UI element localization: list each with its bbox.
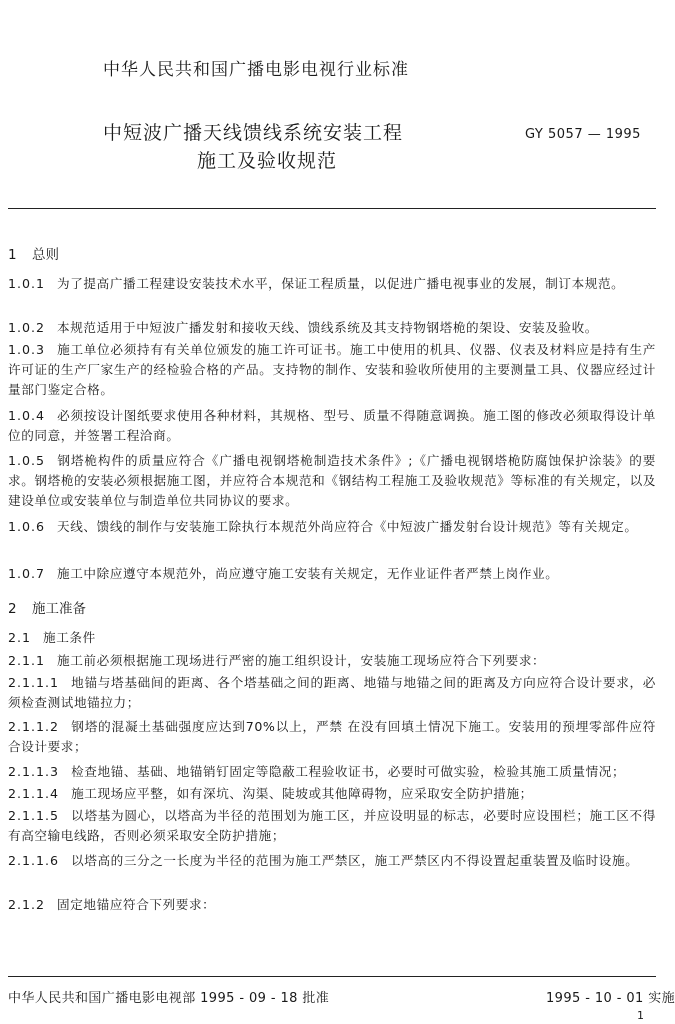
page-number: 1: [637, 1009, 644, 1022]
clause-1-0-7: [8, 564, 656, 584]
clause-number: 2.1.1: [8, 653, 46, 668]
clause-text: 必须按设计图纸要求使用各种材料，其规格、型号、质量不得随意调换。施工图的修改必须取得设计单位的同意，并签署工程洽商。: [8, 408, 656, 443]
clause-2-1-2: [8, 895, 656, 915]
clause-number: 1.0.4: [8, 408, 46, 423]
clause-number: 2.1.1.1: [8, 675, 60, 690]
clause-1-0-3: [8, 340, 656, 400]
clause-text: 钢塔的混凝土基础强度应达到70%以上，严禁 在没有回填土情况下施工。安装用的预埋零部件应符合设计要求；: [8, 719, 656, 754]
clause-text: 施工单位必须持有有关单位颁发的施工许可证书。施工中使用的机具、仪器、仪表及材料应是持有生产许可证的生产厂家生产的经检验合格的产品。支持物的制作、安装和验收所使用的主要测量工具、仪器应经过计量部门鉴定合格。: [8, 342, 656, 397]
clause-text: 为了提高广播工程建设安装技术水平，保证工程质量，以促进广播电视事业的发展，制订本规范。: [57, 276, 625, 291]
clause-2-1-1-3: [8, 762, 656, 782]
clause-1-0-1: [8, 274, 656, 294]
clause-1-0-2: [8, 318, 656, 338]
clause-1-0-4: [8, 406, 656, 446]
clause-number: 2.1.1.4: [8, 786, 60, 801]
clause-text: 施工中除应遵守本规范外，尚应遵守施工安装有关规定，无作业证件者严禁上岗作业。: [57, 566, 559, 581]
clause-number: 2.1.1.3: [8, 764, 60, 779]
clause-number: 1.0.6: [8, 519, 46, 534]
clause-text: 钢塔桅构件的质量应符合《广播电视钢塔桅制造技术条件》;《广播电视钢塔桅防腐蚀保护涂装》的要求。钢塔桅的安装必须根据施工图，并应符合本规范和《钢结构工程施工及验收规范》等标准的有关规定，以及建设单位或安装单位与制造单位共同协议的要求。: [8, 453, 656, 508]
section-title: 施工准备: [32, 601, 86, 617]
clause-number: 2.1.1.5: [8, 808, 60, 823]
clause-text: 地锚与塔基础间的距离、各个塔基础之间的距离、地锚与地锚之间的距离及方向应符合设计要求，必须检查测试地锚拉力；: [8, 675, 656, 710]
section-number: 1: [8, 247, 17, 263]
clause-2-1-1-6: [8, 851, 656, 871]
clause-text: 施工现场应平整，如有深坑、沟渠、陡坡或其他障碍物，应采取安全防护措施；: [71, 786, 533, 801]
clause-text: 天线、馈线的制作与安装施工除执行本规范外尚应符合《中短波广播发射台设计规范》等有关规定。: [57, 519, 638, 534]
clause-text: 本规范适用于中短波广播发射和接收天线、馈线系统及其支持物钢塔桅的架设、安装及验收。: [57, 320, 598, 335]
clause-text: 固定地锚应符合下列要求：: [57, 897, 216, 912]
clause-text: 以塔高的三分之一长度为半径的范围为施工严禁区，施工严禁区内不得设置起重装置及临时设施。: [71, 853, 639, 868]
section-number: 2: [8, 601, 17, 617]
effective-date: 1995 - 10 - 01 实施: [546, 991, 675, 1006]
clause-2-1-1-5: [8, 806, 656, 846]
clause-1-0-6: [8, 517, 656, 537]
clause-2-1-1-2: [8, 717, 656, 757]
clause-number: 1.0.1: [8, 276, 46, 291]
approval-line: 中华人民共和国广播电影电视部 1995 - 09 - 18 批准: [8, 991, 330, 1006]
clause-text: 施工前必须根据施工现场进行严密的施工组织设计，安装施工现场应符合下列要求：: [57, 653, 546, 668]
section-heading-2: [8, 597, 86, 617]
clause-number: 1.0.3: [8, 342, 46, 357]
footer-divider: [8, 976, 656, 977]
clause-number: 1.0.5: [8, 453, 46, 468]
clause-number: 2.1.1.6: [8, 853, 60, 868]
clause-number: 2.1: [8, 630, 32, 645]
clause-text: 检查地锚、基础、地锚销钉固定等隐蔽工程验收证书，必要时可做实验，检验其施工质量情况；: [71, 764, 626, 779]
clause-text: 以塔基为圆心，以塔高为半径的范围划为施工区，并应设明显的标志，必要时应设围栏；施工区不得有高空输电线路，否则必须采取安全防护措施；: [8, 808, 656, 843]
clause-text: 施工条件: [43, 630, 96, 645]
document-title-line-1: 中短波广播天线馈线系统安装工程: [103, 122, 404, 144]
clause-2-1-1: [8, 651, 656, 671]
section-heading-1: [8, 243, 59, 263]
clause-1-0-5: [8, 451, 656, 511]
clause-2-1: [8, 628, 656, 648]
clause-number: 2.1.2: [8, 897, 46, 912]
clause-number: 1.0.2: [8, 320, 46, 335]
section-title: 总则: [32, 247, 59, 263]
standard-organization: 中华人民共和国广播电影电视行业标准: [103, 60, 409, 80]
clause-number: 2.1.1.2: [8, 719, 60, 734]
clause-number: 1.0.7: [8, 566, 46, 581]
standard-code: GY 5057 — 1995: [525, 127, 641, 142]
header-divider: [8, 208, 656, 209]
clause-2-1-1-1: [8, 673, 656, 713]
document-title-line-2: 施工及验收规范: [197, 150, 338, 172]
clause-2-1-1-4: [8, 784, 656, 804]
